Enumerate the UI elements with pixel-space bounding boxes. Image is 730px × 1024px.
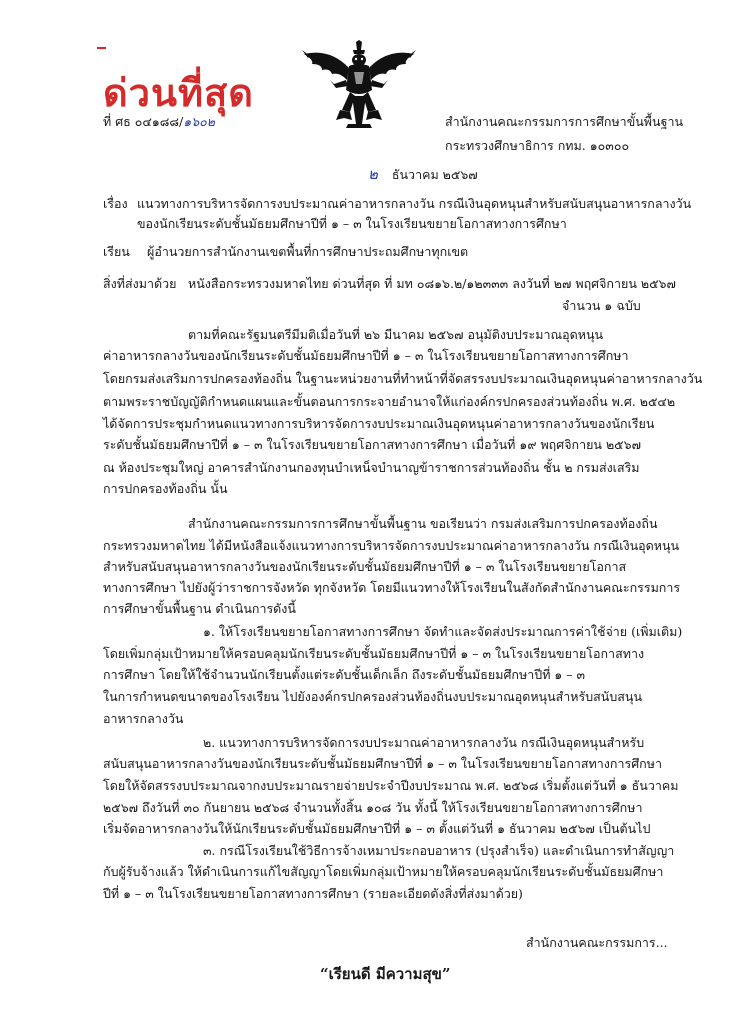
paragraph-1-line: ณ ห้องประชุมใหญ่ อาคารสำนักงานกองทุนบำเหน็จบำนาญข้าราชการส่วนท้องถิ่น ชั้น ๒ กรมส่งเสริม <box>103 460 640 475</box>
paragraph-1-line: ตามพระราชบัญญัติกำหนดแผนและขั้นตอนการกระจายอำนาจให้แก่องค์กรปกครองส่วนท้องถิ่น พ.ศ. ๒๕๔๒ <box>103 394 676 409</box>
paragraph-1-line: ได้จัดการประชุมกำหนดแนวทางการบริหารจัดการงบประมาณเงินอุดหนุนค่าอาหารกลางวันของนักเรียน <box>103 416 655 431</box>
paragraph-2-line: การศึกษาขั้นพื้นฐาน ดำเนินการดังนี้ <box>103 601 296 616</box>
item-1-line: อาหารกลางวัน <box>103 711 184 726</box>
item-2-line: เริ่มจัดอาหารกลางวันให้นักเรียนระดับชั้นมัธยมศึกษาปีที่ ๑ – ๓ ตั้งแต่วันที่ ๑ ธันวาคม ๒๕๖๗ เป็นต้นไป <box>103 821 651 836</box>
paragraph-1-line: โดยกรมส่งเสริมการปกครองท้องถิ่น ในฐานะหน่วยงานที่ทำหน้าที่จัดสรรงบประมาณเงินอุดหนุนค่าอาหารกลางวัน <box>103 371 703 386</box>
document-reference <box>103 114 215 130</box>
item-3-line: ปีที่ ๑ – ๓ ในโรงเรียนขยายโอกาสทางการศึกษา (รายละเอียดดังสิ่งที่ส่งมาด้วย) <box>103 886 523 901</box>
item-1-line: ๑. ให้โรงเรียนขยายโอกาสทางการศึกษา จัดทำและจัดส่งประมาณการค่าใช้จ่าย (เพิ่มเติม) <box>203 624 683 639</box>
subject-line-2: ของนักเรียนระดับชั้นมัธยมศึกษาปีที่ ๑ – ๓ ในโรงเรียนขยายโอกาสทางการศึกษา <box>137 216 567 231</box>
item-1-line: ในการกำหนดขนาดของโรงเรียน ไปยังองค์กรปกครองส่วนท้องถิ่นงบประมาณอุดหนุนสำหรับสนับสนุน <box>103 689 643 704</box>
paragraph-1-line: การปกครองท้องถิ่น นั้น <box>103 481 228 496</box>
paragraph-2-line: สำหรับสนับสนุนอาหารกลางวันของนักเรียนระดับชั้นมัธยมศึกษาปีที่ ๑ – ๓ ในโรงเรียนขยายโอกาส <box>103 559 627 574</box>
enclosure-label: สิ่งที่ส่งมาด้วย <box>103 276 177 291</box>
enclosure-text: หนังสือกระทรวงมหาดไทย ด่วนที่สุด ที่ มท ๐๘๑๖.๒/๑๒๓๓๓ ลงวันที่ ๒๗ พฤศจิกายน ๒๕๖๗ <box>188 276 676 291</box>
item-1-line: โดยเพิ่มกลุ่มเป้าหมายให้ครอบคลุมนักเรียนระดับชั้นมัธยมศึกษาปีที่ ๑ – ๓ ในโรงเรียนขยายโอกาสทาง <box>103 646 645 661</box>
item-2-line: สนับสนุนอาหารกลางวันของนักเรียนระดับชั้นมัธยมศึกษาปีที่ ๑ – ๓ ในโรงเรียนขยายโอกาสทางการศึกษา <box>103 756 662 771</box>
subject-label: เรื่อง <box>103 196 128 211</box>
item-3-line: ๓. กรณีโรงเรียนใช้วิธีการจ้างเหมาประกอบอาหาร (ปรุงสำเร็จ) และดำเนินการทำสัญญา <box>203 843 675 858</box>
salutation-text: ผู้อำนวยการสำนักงานเขตพื้นที่การศึกษาประถมศึกษาทุกเขต <box>147 244 469 259</box>
continuation-text: สำนักงานคณะกรรมการ... <box>526 935 668 950</box>
date-month-year: ธันวาคม ๒๕๖๗ <box>391 167 478 182</box>
paragraph-2-line: สำนักงานคณะกรรมการการศึกษาขั้นพื้นฐาน ขอเรียนว่า กรมส่งเสริมการปกครองท้องถิ่น <box>188 516 658 531</box>
item-2-line: ๒. แนวทางการบริหารจัดการงบประมาณค่าอาหารกลางวัน กรณีเงินอุดหนุนสำหรับ <box>203 735 645 750</box>
item-1-line: การศึกษา โดยให้ใช้จำนวนนักเรียนตั้งแต่ระดับชั้นเด็กเล็ก ถึงระดับชั้นมัธยมศึกษาปีที่ ๑ – ๓ <box>103 667 586 682</box>
urgency-stamp: ด่วนที่สุด <box>103 71 254 115</box>
date-day-handwritten: ๒ <box>368 165 378 183</box>
paragraph-1-line: ระดับชั้นมัธยมศึกษาปีที่ ๑ – ๓ ในโรงเรียนขยายโอกาสทางการศึกษา เมื่อวันที่ ๑๙ พฤศจิกายน ๒๕๖๗ <box>103 437 641 452</box>
item-2-line: ๒๕๖๗ ถึงวันที่ ๓๐ กันยายน ๒๕๖๘ จำนวนทั้งสิ้น ๑๐๘ วัน ทั้งนี้ ให้โรงเรียนขยายโอกาสทางการศึกษา <box>103 800 643 815</box>
reference-prefix: ที่ ศธ ๐๔๑๘๘/ <box>103 114 184 129</box>
paragraph-2-line: กระทรวงมหาดไทย ได้มีหนังสือแจ้งแนวทางการบริหารจัดการงบประมาณค่าอาหารกลางวัน กรณีเงินอุดหนุน <box>103 538 680 553</box>
slogan: “เรียนดี มีความสุข” <box>320 965 451 983</box>
reference-handwritten-number: ๑๖๐๒ <box>183 114 216 129</box>
subject-line-1: แนวทางการบริหารจัดการงบประมาณค่าอาหารกลางวัน กรณีเงินอุดหนุนสำหรับสนับสนุนอาหารกลางวัน <box>137 196 692 211</box>
item-3-line: กับผู้รับจ้างแล้ว ให้ดำเนินการแก้ไขสัญญาโดยเพิ่มกลุ่มเป้าหมายให้ครอบคลุมนักเรียนระดับชั้นมัธยมศึกษา <box>103 864 664 879</box>
salutation-label: เรียน <box>103 244 130 259</box>
enclosure-count: จำนวน ๑ ฉบับ <box>562 298 641 313</box>
agency-name: สำนักงานคณะกรรมการการศึกษาขั้นพื้นฐาน <box>445 114 684 129</box>
red-mark <box>97 47 106 49</box>
document-date <box>368 166 478 183</box>
paragraph-1-line: ค่าอาหารกลางวันของนักเรียนระดับชั้นมัธยมศึกษาปีที่ ๑ – ๓ ในโรงเรียนขยายโอกาสทางการศึกษา <box>103 348 629 363</box>
agency-address: กระทรวงศึกษาธิการ กทม. ๑๐๓๐๐ <box>445 138 630 153</box>
item-2-line: โดยให้จัดสรรงบประมาณจากงบประมาณรายจ่ายประจำปีงบประมาณ พ.ศ. ๒๕๖๘ เริ่มตั้งแต่วันที่ ๑ ธันวาคม <box>103 778 679 793</box>
garuda-emblem <box>300 40 418 128</box>
paragraph-1-line: ตามที่คณะรัฐมนตรีมีมติเมื่อวันที่ ๒๖ มีนาคม ๒๕๖๗ อนุมัติงบประมาณอุดหนุน <box>188 327 604 342</box>
paragraph-2-line: ทางการศึกษา ไปยังผู้ว่าราชการจังหวัด ทุกจังหวัด โดยมีแนวทางให้โรงเรียนในสังกัดสำนักงานคณะกรรมการ <box>103 580 681 595</box>
